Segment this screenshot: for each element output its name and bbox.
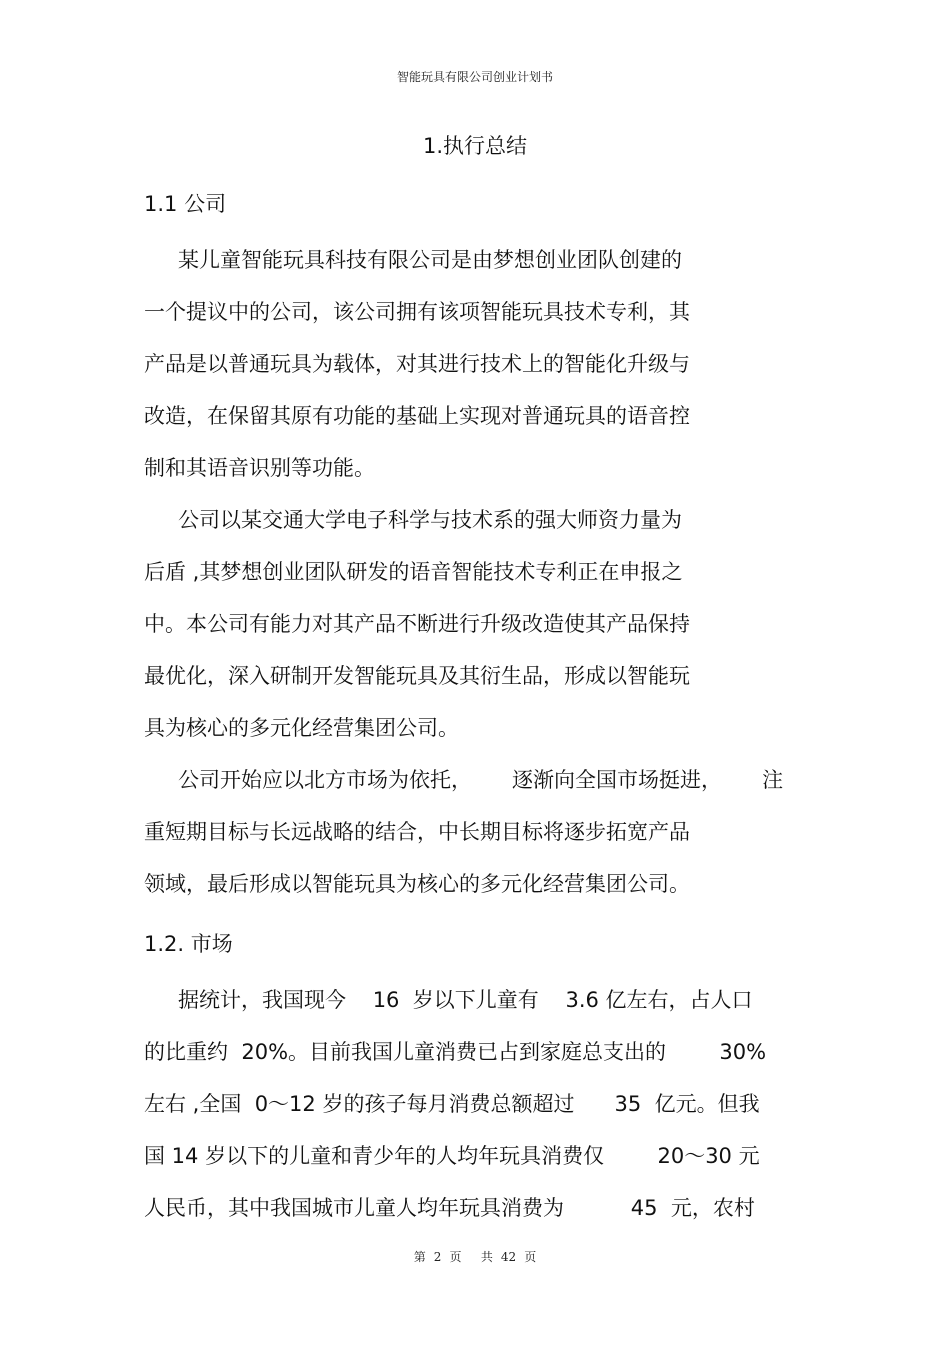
paragraph: [144, 234, 814, 494]
text-line: 制和其语音识别等功能。: [144, 456, 375, 480]
footer-page-prefix: 第: [413, 1250, 426, 1264]
text-line: 某儿童智能玩具科技有限公司是由梦想创业团队创建的: [178, 248, 682, 272]
text-line: 中。本公司有能力对其产品不断进行升级改造使其产品保持: [144, 612, 690, 636]
text-line: 据统计，我国现今 16 岁以下儿童有 3.6 亿左右，占人口: [178, 988, 753, 1012]
text-line: 公司以某交通大学电子科学与技术系的强大师资力量为: [178, 508, 682, 532]
footer-page-unit: 页: [449, 1250, 462, 1264]
footer-page-number: 2: [433, 1250, 442, 1264]
footer-total-pages: 42: [500, 1250, 517, 1264]
footer-total-unit: 页: [524, 1250, 537, 1264]
paragraph: [144, 494, 814, 754]
section-title: 1.执行总结: [422, 134, 528, 158]
running-header: 智能玩具有限公司创业计划书: [396, 70, 553, 84]
subsection-heading-market: 1.2. 市场: [144, 932, 233, 956]
text-line: 改造，在保留其原有功能的基础上实现对普通玩具的语音控: [144, 404, 690, 428]
subsection-heading-company: 1.1 公司: [144, 192, 227, 216]
text-line: 重短期目标与长远战略的结合，中长期目标将逐步拓宽产品: [144, 820, 690, 844]
text-line: 的比重约 20%。目前我国儿童消费已占到家庭总支出的 30%: [144, 1040, 767, 1064]
footer-total-prefix: 共: [480, 1250, 493, 1264]
text-line: 具为核心的多元化经营集团公司。: [144, 716, 459, 740]
text-line: 左右 ,全国 0～12 岁的孩子每月消费总额超过 35 亿元。但我: [144, 1092, 760, 1116]
text-line: 领域，最后形成以智能玩具为核心的多元化经营集团公司。: [144, 872, 690, 896]
text-line: 最优化，深入研制开发智能玩具及其衍生品，形成以智能玩: [144, 664, 690, 688]
text-line: 公司开始应以北方市场为依托， 逐渐向全国市场挺进， 注: [178, 768, 784, 792]
paragraph: [144, 974, 814, 1234]
text-line: 产品是以普通玩具为载体，对其进行技术上的智能化升级与: [144, 352, 690, 376]
page-footer: [0, 1248, 950, 1265]
paragraph: [144, 754, 814, 910]
text-line: 国 14 岁以下的儿童和青少年的人均年玩具消费仅 20～30 元: [144, 1144, 760, 1168]
text-line: 一个提议中的公司，该公司拥有该项智能玩具技术专利，其: [144, 300, 690, 324]
text-line: 人民币，其中我国城市儿童人均年玩具消费为 45 元，农村: [144, 1196, 755, 1220]
text-line: 后盾 ,其梦想创业团队研发的语音智能技术专利正在申报之: [144, 560, 683, 584]
